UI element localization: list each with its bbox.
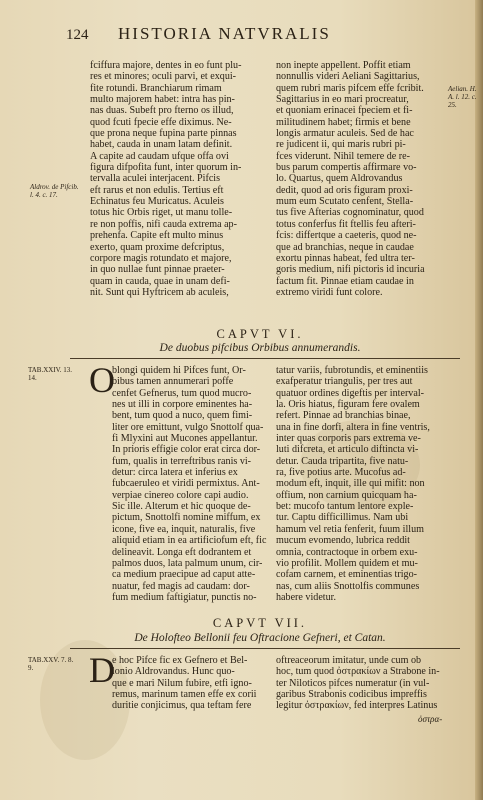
text-line: fi Mlyxini aut Mucones appellantur. [112,433,258,445]
text-line: refert. Pinnae ad branchias binae, [276,410,411,422]
text-line: tervalla aculei interjacent. Pifcis [90,173,221,185]
text-line: nonnullis videri Aeliani Sagittarius, [276,71,420,83]
text-line: delineavit. Longa eft dodrantem et [112,546,252,558]
text-line: lonio Aldrovandus. Hunc quo- [112,666,235,678]
text-line: mucum evomendo, lubrica reddit [276,535,410,547]
chapter-6-title: CAPVT VI. [216,327,304,341]
chapter-7-left-column [112,655,272,712]
text-line: icone, five ea, inquit, naturalis, five [112,523,256,535]
page-header [66,24,466,46]
text-line: la. Oris hiatus, figuram fere ovalem [276,399,420,411]
text-line: que prona neque fupina parte pinnas [90,128,237,140]
text-line: vio profilit. Mollem quidem et mu- [276,557,418,569]
margin-note-tab25: TAB.XXV. 7. 8. 9. [28,656,74,673]
text-line: Sic ille. Alterum et hic quoque de- [112,501,251,513]
text-line: blongi quidem hi Pifces funt, Or- [112,365,246,376]
text-line: fciffura majore, dentes in eo funt plu- [90,60,242,71]
text-line: modum eft, inquit, ille qui mifit: non [276,478,425,490]
text-line: tatur variis, fubrotundis, et eminentiis [276,365,428,376]
text-line: totus hic Orbis riget, ut manu tolle- [90,207,233,219]
text-line: res et minores; oculi parvi, et exqui- [90,71,237,83]
chapter-7-title: CAPVT VII. [212,616,308,630]
text-line: totus conferfus fit ftellis feu afteri- [276,218,416,230]
text-line: inter quas corporis pars extrema ve- [276,433,421,445]
catchword: ὀστρα- [418,714,443,724]
text-line: aliquid etiam in ea artificiofum eft, fic [112,535,267,547]
text-line: dedit, quod ad oris figuram proxi- [276,184,413,196]
text-line: quatuor ordines digeftis per interval- [276,387,424,399]
text-line: palmos duos, lata palmum unum, cir- [112,557,263,569]
text-line: luti difcreta, et articulo diftincta vi- [276,444,419,456]
text-line: re non poffis, nifi cauda extrema ap- [90,218,237,230]
text-line: detur: circa latera et inferius ex [112,467,238,479]
text-line: legitur ὀστρακίων, fed interpres Latinus [276,700,438,712]
text-line: oftreaceorum imitatur, unde cum ob [276,655,422,666]
text-line: exafperatur triangulis, per tres aut [276,376,413,388]
section-rule [70,358,460,359]
text-line: que e mari Nilum fubire, etfi igno- [112,677,252,689]
text-line: fubcaeruleo et viridi permixtus. Ant- [112,478,260,490]
text-line: In prioris effigie color erat circa dor- [112,444,261,456]
text-line: detur. Cauda tripartita, five natu- [276,455,409,467]
chapter-6-right-column [276,365,448,603]
text-line: non inepte appellent. Poffit etiam [276,60,411,71]
text-line: bet: mucofo tantum lentore exple- [276,501,414,513]
chapter-7-right-column [276,655,448,712]
text-line: mum eum Scutato cenfent, Stella- [276,196,414,208]
text-line: nas duas. Subeft pro fterno os illud, [90,105,234,117]
text-line: quod fcuti fpecie effe diximus. Ne- [90,116,232,128]
text-line: que ad branchias, neque in caudae [276,241,414,253]
chapter-7-subtitle: De Holofteo Bellonii feu Oftracione Gefneri, et Catan. [134,632,386,644]
dropcap-d: D [89,650,115,690]
text-line: e hoc Pifce fic ex Gefnero et Bel- [112,655,248,666]
text-line: offium, non carnium quicquam ha- [276,489,417,501]
text-line: habet, cauda in unam latam definit. [90,139,233,151]
text-line: fite rotundi. Branchiarum rimam [90,82,222,94]
text-line: hamum vel retia fenferit, fuum illum [276,523,424,535]
text-line: ca medium praecipue ad caput atte- [112,569,256,581]
text-line: ra, five potius arte. Mucofus ad- [276,467,406,479]
text-line: Sagittarius in eo mari procreatur, [276,94,409,106]
margin-note-aldrov: Aldrov. de Pifcib. l. 4. c. 17. [30,183,79,200]
top-left-column [90,60,268,298]
text-line: remus, marinum tamen effe ex corii [112,689,257,701]
text-line: verpiae cinereo colore capi audio. [112,489,249,501]
text-line: lo. Quartus, quem Aldrovandus [276,173,403,185]
text-line: omnia, contractoque in orbem exu- [276,546,418,558]
text-line: garibus Strabonis codicibus impreffis [276,689,427,701]
running-title: HISTORIA NATVRALIS [118,24,331,43]
text-line: exerto, quam proxime defcriptus, [90,241,225,253]
text-line: A capite ad caudam ufque offa ovi [90,150,229,162]
dropcap-o: O [89,360,115,400]
text-line: goris medium, nifi pictoris id incuria [276,264,425,276]
text-line: multo majorem habet: intra has pin- [90,94,235,106]
text-line: bus parum compertis affirmare vo- [276,162,417,174]
text-line: pictum, Snottolfi nomine miffum, ex [112,512,261,524]
text-line: et quoniam erinacei fpeciem et fi- [276,105,413,117]
text-line: duritie conjicimus, qua teftam fere [112,700,252,712]
text-line: habere videtur. [276,591,336,603]
text-line: fum medium faftigiatur, punctis no- [112,591,257,603]
text-line: quam in cauda, quae in unam defi- [90,275,230,287]
text-line: fcis: differtque a caeteris, quod ne- [276,230,417,242]
text-line: ter Niloticos pifces numeratur (in vul- [276,677,430,689]
text-line: longis armatur aculeis. Sed de hac [276,128,414,140]
text-line: eft rarus et non edulis. Tertius eft [90,184,224,196]
text-line: in quo nullae funt pinnae praeter- [90,264,225,276]
text-line: una in fine dorfi, altera in fine ventris, [276,421,430,433]
text-line: tur. Captu difficillimus. Nam ubi [276,512,409,524]
page-number: 124 [66,27,89,43]
text-line: re judicent ii, qui maris rubri pi- [276,139,406,151]
text-line: hoc, tum quod ὀστρακίων a Strabone in- [276,666,440,678]
text-line: cenfet Gefnerus, tum quod mucro- [112,387,252,399]
text-line: fces viderunt. Nihil temere de re- [276,150,410,162]
top-right-column [276,60,446,298]
text-line: bibus tamen annumerari poffe [112,376,234,388]
text-line: prehenfa. Capite eft multo minus [90,230,224,242]
text-line: nes ut illi in corpore eminentes ha- [112,399,253,411]
text-line: liter ore emittunt, vulgo Snottolf qua- [112,421,264,433]
text-line: militudinem habet; firmis et bene [276,116,411,128]
text-line: bent, tum quod a nuco, quem fimi- [112,410,253,422]
text-line: quem rubri maris pifcem effe fcribit. [276,82,424,94]
text-line: figura difpofita funt, inter quorum in- [90,162,242,174]
margin-note-tab24: TAB.XXIV. 13. 14. [28,366,73,383]
section-rule [70,648,460,649]
text-line: Echinatus feu Muricatus. Aculeis [90,196,224,208]
text-line: nuatur, fed magis ad caudam: dor- [112,580,250,592]
margin-note-aelian: Aelian. H. A. l. 12. c. 25. [448,85,477,110]
chapter-6-left-column [112,365,272,603]
text-line: tus five Afterias cognominatur, quod [276,207,424,219]
chapter-6-subtitle: De duobus pifcibus Orbibus annumerandis. [159,342,361,354]
text-line: exortu pinnas habeat, fed ultra ter- [276,252,415,264]
page-edge [475,0,483,800]
text-line: cofam carnem, et eminentias trigo- [276,569,417,581]
text-line: nit. Sunt qui Hyftricem ab aculeis, [90,286,229,298]
text-line: nas, cum aliis Snottolfis communes [276,580,420,592]
text-line: fum, qualis in terreftribus ranis vi- [112,455,252,467]
text-line: corpore magis rotundato et majore, [90,252,232,264]
text-line: extremo viridi funt colore. [276,286,383,298]
text-line: factum fit. Pinnae etiam caudae in [276,275,414,287]
